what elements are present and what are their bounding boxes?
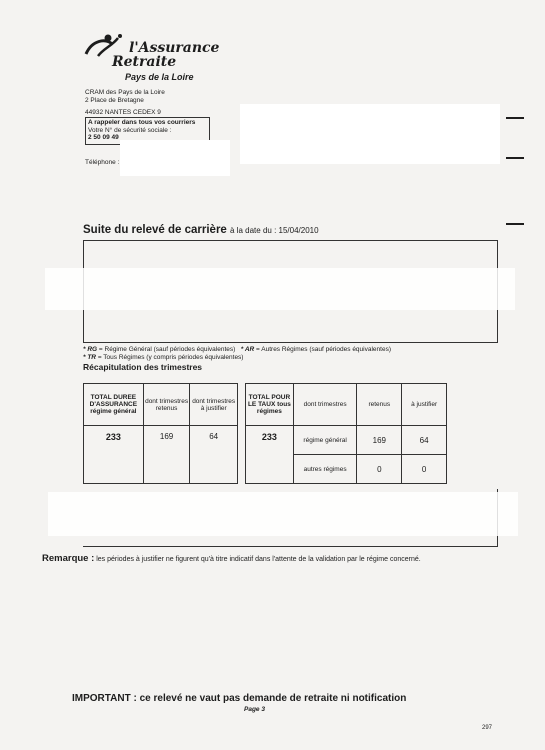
margin-mark-3 bbox=[506, 223, 524, 225]
page-title bbox=[83, 224, 319, 236]
redaction-lower-lines bbox=[48, 492, 518, 536]
legend-tr-text: = Tous Régimes (y compris périodes équivalentes) bbox=[97, 354, 244, 361]
address-line-2: 2 Place de Bretagne bbox=[85, 97, 144, 104]
tr-header-justifier: à justifier bbox=[402, 384, 447, 426]
page-number: Page 3 bbox=[244, 706, 265, 713]
legend-rg-key: * RG bbox=[83, 346, 98, 353]
tl-header-retenus: dont trimestres retenus bbox=[143, 384, 190, 426]
tl-value-justifier: 64 bbox=[190, 426, 238, 484]
legend-line-2 bbox=[83, 354, 243, 361]
tr-header-dont: dont trimestres bbox=[293, 384, 357, 426]
ssn-label: Votre N° de sécurité sociale : bbox=[88, 126, 172, 134]
address-line-3: 44932 NANTES CEDEX 9 bbox=[85, 109, 161, 116]
remark bbox=[42, 554, 462, 565]
recap-title: Récapitulation des trimestres bbox=[83, 362, 203, 372]
legend-line-1 bbox=[83, 346, 391, 353]
tr-header-retenus: retenus bbox=[357, 384, 402, 426]
tl-value-retenus: 169 bbox=[143, 426, 190, 484]
margin-mark-1 bbox=[506, 117, 524, 119]
tl-value-total: 233 bbox=[84, 426, 144, 484]
redaction-career-lines bbox=[45, 268, 515, 310]
tr-header-total: TOTAL POUR LE TAUX tous régimes bbox=[246, 384, 294, 426]
tr-row1-retenus: 169 bbox=[357, 426, 402, 455]
important-notice: IMPORTANT : ce relevé ne vaut pas demande de retraite ni notification bbox=[72, 693, 407, 704]
legend-tr-key: * TR bbox=[83, 354, 96, 361]
legend-ar-text: = Autres Régimes (sauf périodes équivalentes) bbox=[256, 346, 391, 353]
remark-text: les périodes à justifier ne figurent qu'à titre indicatif dans l'attente de la validation par le régime concerné. bbox=[96, 556, 421, 563]
legend-ar-key: * AR bbox=[240, 346, 255, 353]
title-main-text: Suite du relevé de carrière bbox=[83, 224, 227, 236]
tl-header-justifier: dont trimestres à justifier bbox=[190, 384, 238, 426]
recall-heading: A rappeler dans tous vos courriers bbox=[88, 119, 196, 126]
table-tous-regimes bbox=[245, 383, 447, 484]
margin-mark-2 bbox=[506, 157, 524, 159]
tl-header-total: TOTAL DUREE D'ASSURANCE régime général bbox=[84, 384, 144, 426]
tr-row1-justifier: 64 bbox=[402, 426, 447, 455]
remark-label: Remarque : bbox=[42, 553, 95, 564]
redaction-phone bbox=[120, 140, 230, 176]
tr-value-total: 233 bbox=[246, 426, 294, 484]
logo-line-2: Retraite bbox=[112, 54, 177, 70]
tr-row2-retenus: 0 bbox=[357, 455, 402, 484]
logo-line-1: l'Assurance bbox=[129, 40, 220, 56]
tr-row2-label: autres régimes bbox=[293, 455, 357, 484]
tr-row1-label: régime général bbox=[293, 426, 357, 455]
table-regime-general bbox=[83, 383, 238, 484]
folio-number: 297 bbox=[482, 725, 493, 731]
legend-rg-text: = Régime Général (sauf périodes équivalentes) bbox=[98, 346, 236, 353]
ssn-value: 2 50 09 49 bbox=[88, 134, 119, 141]
phone-label: Téléphone : bbox=[85, 159, 120, 166]
redaction-recipient bbox=[240, 104, 500, 164]
title-date: à la date du : 15/04/2010 bbox=[230, 226, 319, 235]
address-line-1: CRAM des Pays de la Loire bbox=[85, 89, 165, 96]
logo-region: Pays de la Loire bbox=[125, 72, 194, 82]
tr-row2-justifier: 0 bbox=[402, 455, 447, 484]
